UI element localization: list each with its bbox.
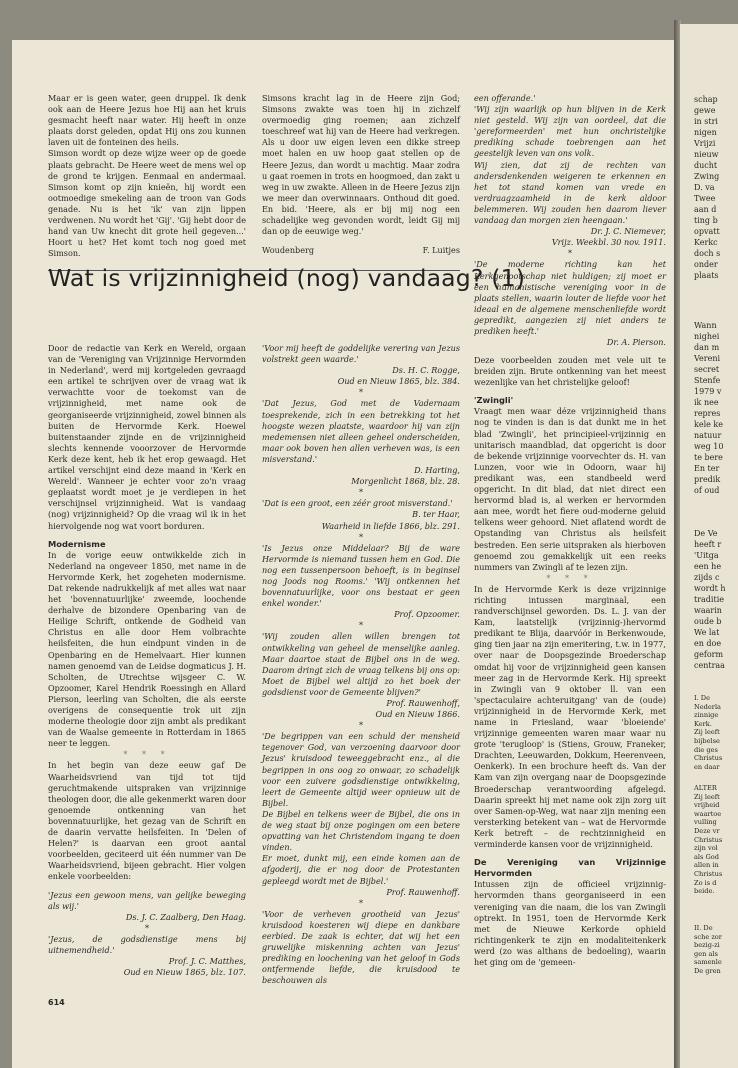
subheading: 'Zwingli' <box>474 395 514 406</box>
separator: * <box>358 720 364 731</box>
next-page-line: I. De <box>694 694 710 702</box>
next-page-line: als God <box>694 852 719 861</box>
next-page-line: een he <box>694 562 722 571</box>
quote-source: Prof. Rauwenhoff, <box>386 698 460 708</box>
next-page-line: traditie <box>694 595 724 604</box>
next-page-block <box>694 924 722 976</box>
next-page-line: geform <box>694 650 724 659</box>
next-page-line: Zij leeft <box>694 792 720 801</box>
next-page-line: vulling <box>694 818 717 827</box>
next-page-line: en doe <box>694 639 722 648</box>
top-column-3 <box>474 93 666 348</box>
next-page-line: bezig-zi <box>694 941 720 950</box>
quote: 'Dat is een groot, een zéér groot misverstand.' <box>262 498 453 509</box>
next-page-line: Zij leeft <box>694 728 720 737</box>
top-column-2 <box>262 93 460 256</box>
next-page-line: centraa <box>694 661 725 670</box>
next-page-line: Christus <box>694 754 723 763</box>
author: F. Luitjes <box>422 245 460 256</box>
subheading: Modernisme <box>48 538 106 549</box>
quote-end: een offerande.' <box>474 93 536 103</box>
next-page-line: Christus <box>694 869 723 878</box>
quote: 'De begrippen van een schuld der mensheid tegenover God, van verzoening daarvoor door Jezus' kruisdood teweeggebracht enz., al die begrippen in ons oog zo onwaar, zo schadelijk voor een zuivere godsdienstige ontwikkeling, leert de Gemeente altijd weer opnieuw uit de Bijbel. De Bijbel en telkens weer de Bijbel, die ons in de weg staat bij onze pogingen om een betere opvatting van het Christendom ingang te doen vinden. Er moet, dunkt mij, een einde komen aan de afgoderij, die er nog door de Protestanten gepleegd wordt met de Bijbel.' <box>262 731 460 886</box>
place: Woudenberg <box>262 245 315 256</box>
quote: 'Wij zijn waarlijk op hun blijven in de Kerk niet gesteld. Wij zijn van oordeel, dat die 'gereformeerden' met hun onchristelijke prediking schade toebrengen aan het geestelijk leven van ons volk. Wij zien, dat zij de rechten van andersdenkenden weigeren te erkennen en het tot stand komen van vrede en verdraagzaamheid in de kerk aldoor belemmeren. Wij zouden hen daarom liever vandaag dan morgen zien heengaan.' <box>474 104 666 226</box>
paragraph: In het begin van deze eeuw gaf De Waarheidsvriend van tijd tot tijd geruchtmakende uitspraken van vrijzinnige theologen door, die alle gekenmerkt waren door genoemde ontkenning van het bovennatuurlijke, het gezag van de Schrift en de daarin vervatte heilsfeiten. In 'Delen of Helen?' is daarvan een groot aantal voorbeelden, geciteerd uit één nummer van De Waarheidsvriend, bijeen gebracht. Hier volgen enkele voorbeelden: <box>48 760 246 882</box>
paragraph: Vraagt men waar déze vrijzinnigheid thans nog te vinden is dan is dat dunkt me in het blad 'Zwingli', het principieel-vrijzinnig en unitarisch maandblad, dat opgericht is door de bekende vrijzinnige voorvechter ds. H. van Lunzen, voor wie in Odoorn, waar hij predikant was, een standbeeld werd opgericht. In dit blad, dat niet direct een hervormd blad is, al werken er hervormden aan mee, wordt het fiere oud-moderne geluid telkens weer gehoord. Niet aflatend wordt de Opstanding van Christus als heilsfeit bestreden. Een serie uitspraken als hierboven genoemd zou gemakkelijk uit een reeks nummers van Zwingli af te lezen zijn. <box>474 406 666 572</box>
next-page-block <box>694 784 722 896</box>
next-page-line: II. De <box>694 924 713 932</box>
next-page-line: allen in <box>694 861 719 870</box>
next-page-line: die ges <box>694 745 718 754</box>
separator: * <box>358 620 364 631</box>
quote-source: Prof. J. C. Matthes, <box>168 956 246 967</box>
next-page-line: Deze vr <box>694 826 720 835</box>
next-page-line: Kerk. <box>694 719 712 728</box>
page-number: 614 <box>48 998 65 1007</box>
signature <box>262 245 460 256</box>
quote-source: B. ter Haar, <box>412 509 460 520</box>
next-page-line: repres <box>694 409 721 418</box>
quote-source: Prof. Opzoomer. <box>394 609 460 620</box>
paragraph: Simson wordt op deze wijze weer op de goede plaats gebracht. De Heere weet de mens wel op de grond te krijgen. Eenmaal en andermaal. Simson komt op zijn knieën, hij wordt een ootmoedige smekeling aan de troon van Gods genade. Nu is het 'ik' van zijn lippen verdwenen. Nu wordt het 'Gij'. 'Gij hebt door de hand van Uw knecht dit grote heil gegeven...' Hoort u het? Het komt toch nog goed met Simson. <box>48 148 246 259</box>
next-page-line: schap <box>694 95 718 104</box>
next-page-line: We lat <box>694 628 720 637</box>
next-page-line: waarin <box>694 606 722 615</box>
quote: 'Jezus een gewoon mens, van gelijke beweging als wij.' <box>48 889 246 911</box>
next-page-line: gewe <box>694 106 716 115</box>
quote-source: Vrijz. Weekbl. 30 nov. 1911. <box>551 237 666 248</box>
quote-source: Oud en Nieuw 1865, blz. 107. <box>123 967 246 978</box>
paragraph: Intussen zijn de officieel vrijzinnig-hervormden thans georganiseerd in een vereniging van die naam, die los van Zwingli optrekt. In 1951, toen de Hervormde Kerk met de Nieuwe Kerkorde ophield richtingenkerk te zijn en modaliteitenkerk werd (zo was althans de bedoeling), waarin het ging om de 'gemeen- <box>474 879 666 967</box>
next-page-line: Christus <box>694 835 723 844</box>
next-page-block <box>694 528 726 671</box>
next-page-line: natuur <box>694 431 722 440</box>
next-page-line: plaats <box>694 271 719 280</box>
next-page-line: of oud <box>694 486 720 495</box>
quote-source: Ds. J. C. Zaalberg, Den Haag. <box>125 911 246 922</box>
next-page-line: nigen <box>694 128 717 137</box>
next-page-line: nighei <box>694 332 720 341</box>
quote-source: Morgenlicht 1868, blz. 28. <box>351 476 460 487</box>
next-page-line: ALTER <box>694 784 717 792</box>
next-page-line: Vereni <box>694 354 721 363</box>
next-page-line: En ter <box>694 464 720 473</box>
quote: 'Wij zouden allen willen brengen tot ontwikkeling van geheel de menselijke aanleg. Maar daartoe staat de Bijbel ons in de weg. Daarom dringt zich de vraag telkens bij ons op: Moet de Bijbel wel altijd zo het boek der godsdienst voor de Gemeente blijven?' <box>262 631 460 697</box>
paragraph: Maar er is geen water, geen druppel. Ik denk ook aan de Heere Jezus hoe Hij aan het kruis gesmacht heeft naar water. Hij heeft in onze plaats dorst geleden, opdat Hij ons zou kunnen laven uit de fonteinen des heils. <box>48 93 246 148</box>
next-page-line: secret <box>694 365 720 374</box>
separator: * <box>358 387 364 398</box>
next-page-line: bijbelse <box>694 736 720 745</box>
next-page-line: Kerkc <box>694 238 718 247</box>
next-page-edge <box>680 24 738 1068</box>
subheading: De Vereniging van Vrijzinnige Hervormden <box>474 857 666 879</box>
quote: 'Voor mij heeft de goddelijke verering van Jezus volstrekt geen waarde.' <box>262 343 460 365</box>
next-page-line: 1979 v <box>694 387 722 396</box>
next-page-line: gen als <box>694 949 718 958</box>
quote-source: D. Harting, <box>414 465 460 476</box>
next-page-line: samenle <box>694 958 722 967</box>
next-page-line: zijds c <box>694 573 720 582</box>
article-column-3 <box>474 355 666 968</box>
next-page-line: Twee <box>694 194 716 203</box>
quote: 'Is Jezus onze Middelaar? Bij de ware Hervormde is niemand tussen hem en God. Die nog een tussenpersoon behoeft, is in beginsel nog Joods nog Rooms.' 'Wij ontkennen het bovennatuurlijke, voor ons bestaat er geen enkel wonder.' <box>262 542 460 609</box>
next-page-line: ting b <box>694 216 718 225</box>
next-page-block <box>694 320 723 496</box>
next-page-line: predik <box>694 475 721 484</box>
next-page-line: beide. <box>694 887 715 896</box>
next-page-line: weg 10 <box>694 442 724 451</box>
next-page-line: en daar <box>694 762 720 771</box>
next-page-line: sche zor <box>694 932 722 941</box>
next-page-line: wordt h <box>694 584 726 593</box>
separator: * <box>144 922 150 933</box>
separator: * <box>358 897 364 908</box>
next-page-line: waartoe <box>694 809 722 818</box>
paragraph: Door de redactie van Kerk en Wereld, orgaan van de 'Vereniging van Vrijzinnige Hervormden in Nederland', werd mij kortgeleden gevraagd een artikel te schrijven over de vraag wat ik verwachtte voor de toekomst van de vrijzinnigheid, met name ook de georganiseerde vrijzinnigheid, zowel binnen als buiten de Hervormde Kerk. Hoewel buitenstaander zijnde en de vrijzinnigheid slechts kennende vooorzover de Hervormde Kerk deze kent, heb ik het erop gewaagd. Het artikel verschijnt eind deze maand in 'Kerk en Wereld'. Wanneer je echter voor zo'n vraag geplaatst wordt moet je je verdiepen in het verschijnsel vrijzinnigheid. Wat is vandaag (nog) vrijzinnigheid? Op die vraag wil ik in het hiervolgende nog wat voort borduren. <box>48 343 246 531</box>
next-page-line: heeft r <box>694 540 722 549</box>
next-page-line: 'Uitga <box>694 551 719 560</box>
next-page-line: Stenfe <box>694 376 721 385</box>
next-page-line: De gren <box>694 966 721 975</box>
paragraph: In de vorige eeuw ontwikkelde zich in Nederland na ongeveer 1850, met name in de Hervormde Kerk, het zogeheten modernisme. Dat rekende nadrukkelijk af met alles wat naar het 'bovennatuurlijke' zweemde, loochende derhalve de bizondere Openbaring van de Heilige Schrift, ontkende de Godheid van Christus en alle door Hem volbrachte heilsfeiten, die hun eindpunt vinden in de Openbaring en de Hemelvaart. Hier kunnen namen genoemd van de Leidse dogmaticus J. H. Scholten, de Utrechtse wijsgeer C. W. Opzoomer, Karel Hendrik Roessingh en Allard Pierson, leerling van Scholten, die als eerste overigens de consequentie trok uit zijn moderne theologie door zijn ambt als predikant van de Waalse gemeente in Rotterdam in 1865 neer te leggen. <box>48 549 246 749</box>
next-page-block <box>694 694 722 771</box>
next-page-line: Vrijzi <box>694 139 716 148</box>
quote: 'Voor de verheven grootheid van Jezus' kruisdood koesteren wij diepe en dankbare eerbied. De zaak is echter, dat wij het een gruwelijke miskenning achten van Jezus' prediking en loochening van het geloof in Gods ontfermende liefde, die kruisdood te beschouwen als <box>262 908 460 986</box>
next-page-line: in stri <box>694 117 718 126</box>
next-page-line: Wann <box>694 321 717 330</box>
paragraph: Deze voorbeelden zouden met vele uit te breiden zijn. Brute ontkenning van het meest wezenlijke van het christelijke geloof! <box>474 355 666 388</box>
next-page-line: zijn vol <box>694 844 718 853</box>
quote-source: Ds. H. C. Rogge, <box>392 365 460 376</box>
article-column-2 <box>262 343 460 986</box>
separator: * <box>567 248 573 259</box>
paragraph: In de Hervormde Kerk is deze vrijzinnige richting intussen marginaal, een randverschijnsel geworden. Ds. L. J. van der Kam, laatstelijk (vrijzinnig-)hervormd predikant te Blija, daarvóór in Berkenwoude, ging tien jaar na zijn emeritering, t.w. in 1977, over naar de Doopsgezinde Broederschap omdat hij voor de vrijzinnigheid geen kansen meer zag in de Hervormde Kerk. Hij spreekt in Zwingli van 9 oktober ll. van een 'spectaculaire achteruitgang' van de (oude) vrijzinnigheid in de Hervormde Kerk, met name in Friesland, waar 'bloeiende' vrijzinnige gemeenten waren maar waar nu grote 'terugloop' is (Stiens, Grouw, Franeker, Drachten, Leeuwarden, Dokkum, Heerenveen, Oenkerk). In een brochure heeft ds. Van der Kam van zijn overgang naar de Doopsgezinde Broederschap verantwoording afgelegd. Daarin spreekt hij met name ook zijn zorg uit over Samen-op-Weg, wat naar zijn mening een versterking betekent van – wat de Hervormde Kerk betreft – de rechtzinnigheid en verminderde kansen voor de vrijzinnigheid. <box>474 583 666 850</box>
next-page-line: Zwing <box>694 172 720 181</box>
top-column-1 <box>48 93 246 259</box>
quote: 'Jezus, de godsdienstige mens bij uitnemendheid.' <box>48 933 246 955</box>
next-page-line: te bere <box>694 453 723 462</box>
next-page-line: oude b <box>694 617 722 626</box>
next-page-line: ik nee <box>694 398 719 407</box>
next-page-line: kele ke <box>694 420 723 429</box>
quote-source: Prof. Rauwenhoff. <box>386 886 460 897</box>
next-page-line: Zo is d <box>694 878 717 887</box>
next-page-line: onder <box>694 260 718 269</box>
next-page-line: ducht <box>694 161 718 170</box>
next-page-line: D. va <box>694 183 715 192</box>
article-title: Wat is vrijzinnigheid (nog) vandaag? (1) <box>48 264 526 292</box>
next-page-line: dan m <box>694 343 720 352</box>
next-page-line: aan d <box>694 205 717 214</box>
quote-source: Oud en Nieuw 1865, blz. 384. <box>337 376 460 387</box>
next-page-block <box>694 94 720 281</box>
next-page-line: zinnige <box>694 711 719 720</box>
paragraph: Simsons kracht lag in de Heere zijn God; Simsons zwakte was toen hij in zichzelf overmoedig ging roemen; aan zichzelf toeschreef wat hij van de Heere had verkregen. Als u door uw eigen leven een dikke streep moet halen en uw hoop gaat stellen op de Heere Jezus, dan wordt u machtig. Maar zodra u gaat roemen in trots en hoogmoed, dan zakt u weg in uw zwakte. Alleen in de Heere Jezus zijn we meer dan overwinnaars. Onthoud dit goed. En bid. 'Heere, als er bij mij nog een schadelijke weg gevonden wordt, leidt Gij mij dan op de eeuwige weg.' <box>262 93 460 237</box>
quote: 'De moderne richting kan het Kerkgenootschap niet huldigen; zij moet er een humanistische vereniging voor in de plaats stellen, waarin louter de liefde voor het ideaal en de algemene menschenliefde wordt gepredikt, aangezien zij niet anders te prediken heeft.' <box>474 259 666 336</box>
article-column-1 <box>48 343 246 978</box>
separator: * <box>358 487 364 498</box>
next-page-line: opvatt <box>694 227 720 236</box>
separator: * <box>358 531 364 542</box>
quote-source: Dr. A. Pierson. <box>606 337 666 348</box>
quote-source: Oud en Nieuw 1866. <box>375 709 460 720</box>
next-page-line: vrijheid <box>694 801 720 810</box>
next-page-line: De Ve <box>694 529 718 538</box>
section-break: * * * <box>546 572 594 583</box>
next-page-line: nieuw <box>694 150 719 159</box>
quote-source: Waarheid in liefde 1866, blz. 291. <box>321 520 460 531</box>
section-break: * * * <box>123 749 171 760</box>
next-page-line: Nederla <box>694 702 721 711</box>
quote: 'Dat Jezus, God met de Vadernaam toesprekende, zich in een betrekking tot het hoogste wezen plaatste, waardoor hij van zijn medemensen niet alleen geheel onderscheiden, maar ook boven hen allen verheven was, is een misverstand.' <box>262 398 460 464</box>
next-page-line: doch s <box>694 249 721 258</box>
quote-source: Dr. J. C. Niemever, <box>590 226 666 237</box>
